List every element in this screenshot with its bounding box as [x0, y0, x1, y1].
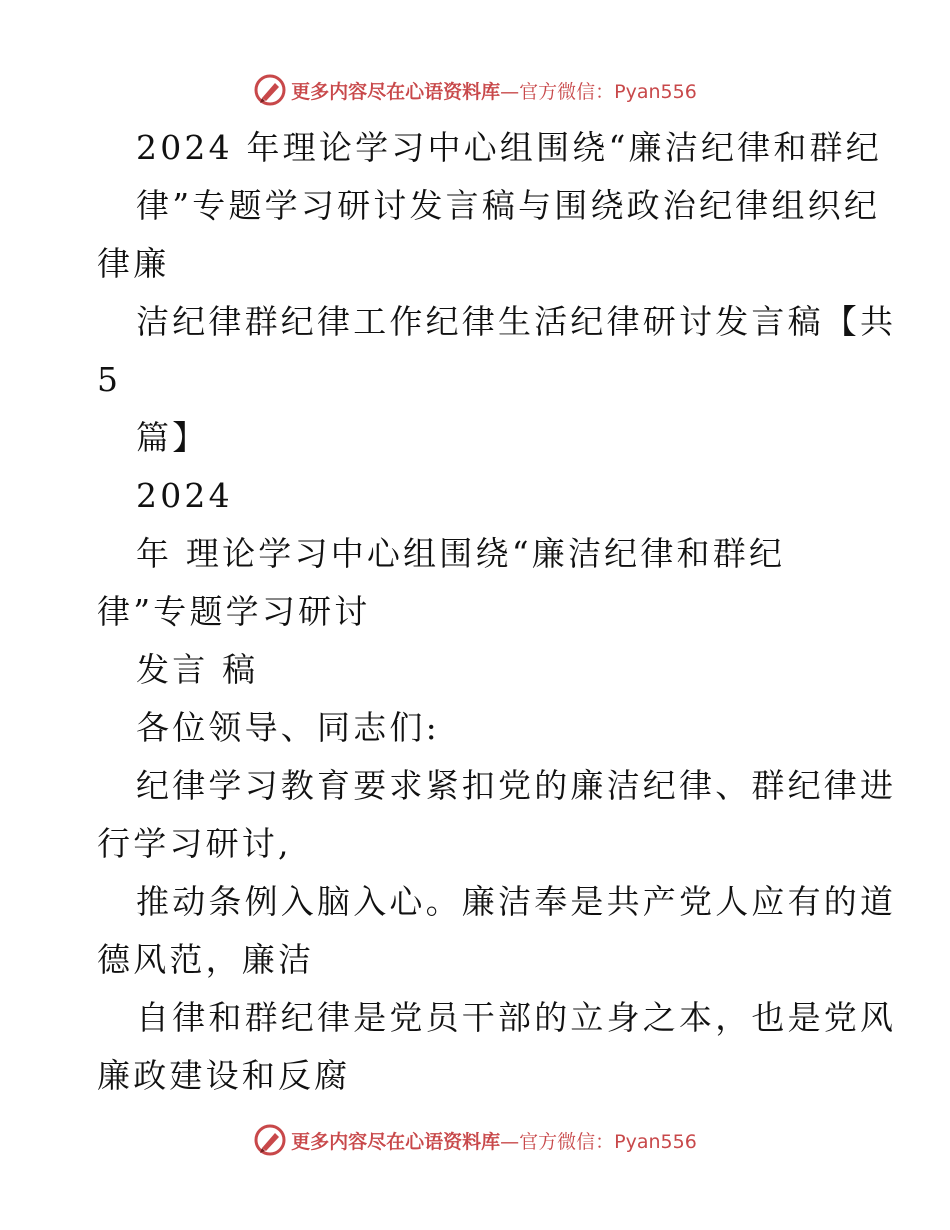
- watermark-wechat: 官方微信：Pyan556: [519, 80, 697, 103]
- salutation-line: 各位领导、同志们:: [136, 708, 440, 747]
- document-title-line: 篇】: [136, 418, 209, 457]
- document-title-line: 律”专题学习研讨发言稿与围绕政治纪律组织纪: [136, 186, 881, 225]
- section-heading-line: 律”专题学习研讨: [97, 592, 371, 631]
- watermark-text: [291, 77, 697, 104]
- watermark-separator: —: [500, 80, 520, 103]
- section-heading-line: 发言 稿: [136, 650, 259, 689]
- paragraph-line: 自律和群纪律是党员干部的立身之本，也是党风: [136, 998, 897, 1037]
- section-heading-line: 2024: [136, 476, 233, 515]
- paragraph-line: 纪律学习教育要求紧扣党的廉洁纪律、群纪律进: [136, 766, 897, 805]
- paragraph-line: 廉政建设和反腐: [97, 1056, 351, 1095]
- document-title-line: 律廉: [97, 244, 170, 283]
- document-title-line: 5: [97, 360, 122, 399]
- pen-logo-icon: [253, 73, 287, 107]
- pen-logo-icon: [253, 1123, 287, 1157]
- watermark-text: [291, 1127, 697, 1154]
- watermark-main: 更多内容尽在心语资料库: [291, 80, 501, 103]
- document-title-line: 洁纪律群纪律工作纪律生活纪律研讨发言稿【共: [136, 302, 897, 341]
- header-watermark: [0, 70, 950, 110]
- watermark-wechat: 官方微信：Pyan556: [519, 1130, 697, 1153]
- paragraph-line: 行学习研讨,: [97, 824, 292, 863]
- watermark-separator: —: [500, 1130, 520, 1153]
- footer-watermark: [0, 1120, 950, 1160]
- paragraph-line: 德风范，廉洁: [97, 940, 315, 979]
- watermark-main: 更多内容尽在心语资料库: [291, 1130, 501, 1153]
- section-heading-line: 年 理论学习中心组围绕“廉洁纪律和群纪: [136, 534, 786, 573]
- document-title-line: 2024 年理论学习中心组围绕“廉洁纪律和群纪: [136, 128, 882, 167]
- paragraph-line: 推动条例入脑入心。廉洁奉是共产党人应有的道: [136, 882, 897, 921]
